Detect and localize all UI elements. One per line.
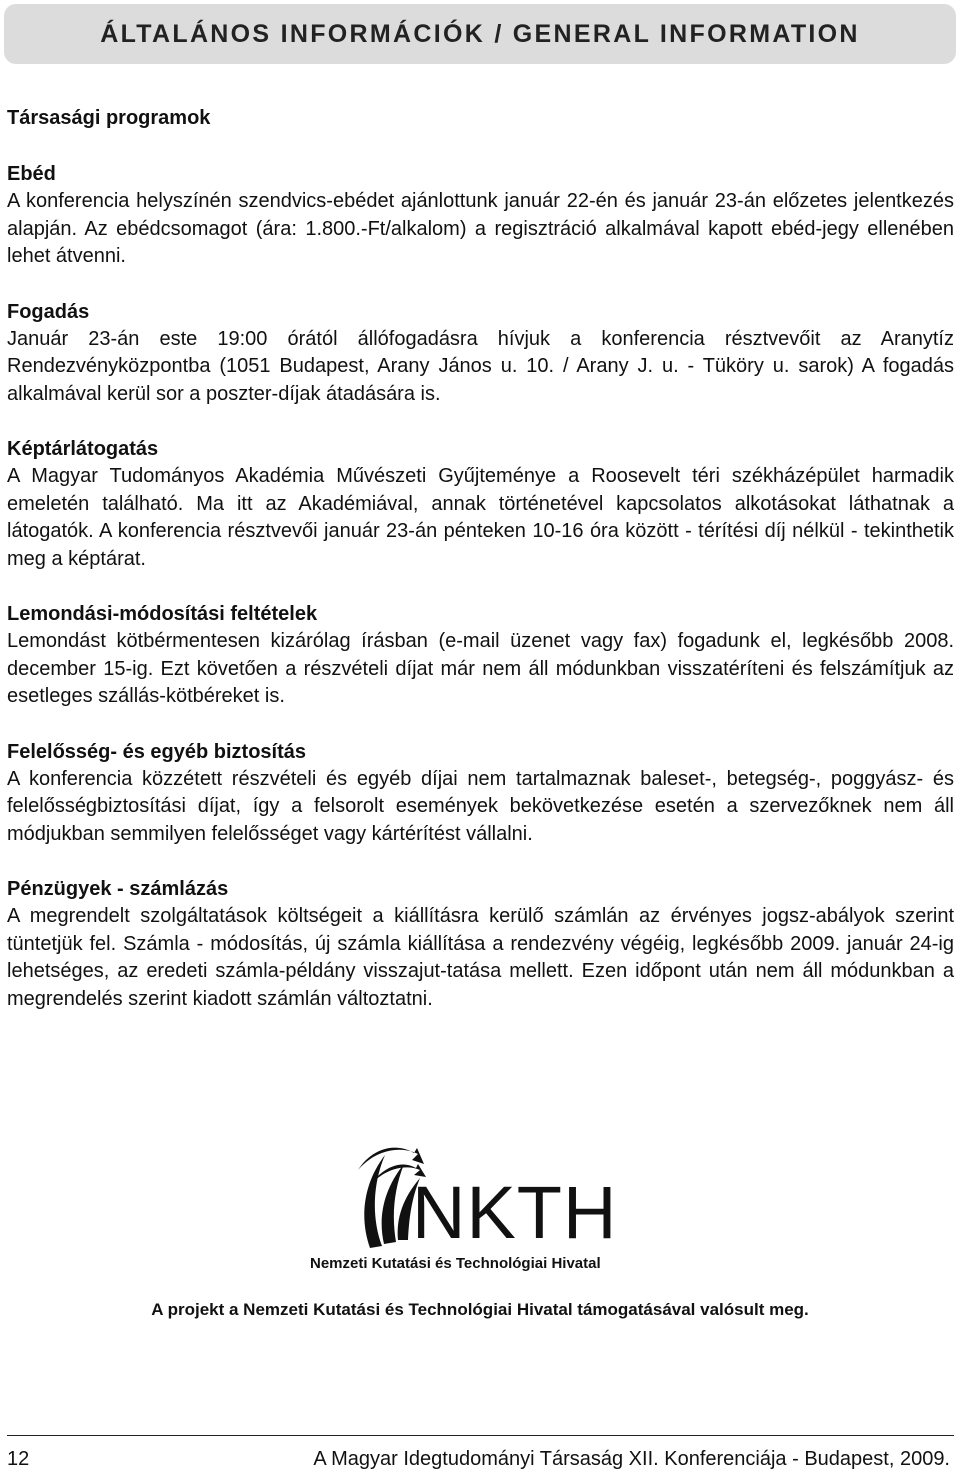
page-number: 12	[7, 1448, 30, 1470]
page-title: ÁLTALÁNOS INFORMÁCIÓK / GENERAL INFORMATION	[100, 19, 860, 48]
section-title: Fogadás	[7, 300, 90, 323]
section-body: Lemondást kötbérmentesen kizárólag írásban (e-mail üzenet vagy fax) fogadunk el, legkésőbb 2008. december 15-ig. Ezt követően a részvételi díjat már nem áll módunkban visszatéríteni és felszámítjuk az esetleges szállás-kötbéreket is.	[7, 630, 954, 707]
section-body: A Magyar Tudományos Akadémia Művészeti Gyűjteménye a Roosevelt téri székházépület harmadik emeletén található. Ma itt az Akadémiával, annak történetével kapcsolatos alkotásokat láthatnak a látogatók. A konferencia résztvevői január 23-án pénteken 10-16 óra között - térítési díj nélkül - tekinthetik meg a képtárat.	[7, 465, 954, 570]
section-title: Képtárlátogatás	[7, 438, 159, 460]
logo-acronym: NKTH	[412, 1171, 618, 1254]
support-statement: A projekt a Nemzeti Kutatási és Technológiai Hivatal támogatásával valósult meg.	[151, 1300, 809, 1319]
footer-divider	[7, 1435, 954, 1436]
section-lunch	[7, 160, 954, 271]
section-cancellation	[7, 600, 954, 711]
section-body: A konferencia közzétett részvételi és egyéb díjai nem tartalmaznak baleset-, betegség-, poggyász- és felelősségbiztosítási díjat, így a felsorolt események bekövetkezése esetén a szervezőknek nem áll módjukban semmilyen felelősséget vagy kártérítést vállalni.	[7, 767, 954, 845]
section-title: Lemondási-módosítási feltételek	[7, 603, 318, 625]
section-body: A konferencia helyszínén szendvics-ebédet ajánlottunk január 22-én és január 23-án előzetes jelentkezés alapján. Az ebédcsomagot (ára: 1.800.-Ft/alkalom) a regisztráció alkalmával kapott ebéd-jegy ellenében lehet átvenni.	[7, 190, 954, 267]
logo-full-name: Nemzeti Kutatási és Technológiai Hivatal	[310, 1255, 601, 1272]
section-title: Felelősség- és egyéb biztosítás	[7, 740, 306, 763]
footer-conference-title: A Magyar Idegtudományi Társaság XII. Konferenciája - Budapest, 2009.	[313, 1448, 950, 1470]
section-insurance	[7, 738, 954, 849]
section-gallery-visit	[7, 435, 954, 573]
program-title: Társasági programok	[7, 107, 211, 129]
section-title: Ebéd	[7, 163, 56, 185]
section-body: A megrendelt szolgáltatások költségeit a kiállításra kerülő számlán az érvényes jogsz-abályok szerint tüntetjük fel. Számla - módosítás, új számla kiállítása a rendezvény végéig, legkésőbb 2009. január 24-ig lehetséges, az eredeti számla-példány visszajut-tatása mellett. Ezen időpont után nem áll módunkban a megrendelés szerint kiadott számlán változtatni.	[7, 905, 954, 1010]
section-title: Pénzügyek - számlázás	[7, 878, 229, 900]
section-reception	[7, 298, 954, 409]
section-finance	[7, 875, 954, 1013]
section-body: Január 23-án este 19:00 órától állófogadásra hívjuk a konferencia résztvevőit az Aranytíz Rendezvényközpontba (1051 Budapest, Arany János u. 10. / Arany J. u. - Tüköry u. sarok) A fogadás alkalmával kerül sor a poszter-díjak átadására is.	[7, 327, 954, 405]
nkth-logo-icon	[300, 1140, 660, 1275]
header-bar	[4, 4, 956, 64]
main-content	[7, 104, 954, 1040]
nkth-logo	[300, 1140, 660, 1275]
